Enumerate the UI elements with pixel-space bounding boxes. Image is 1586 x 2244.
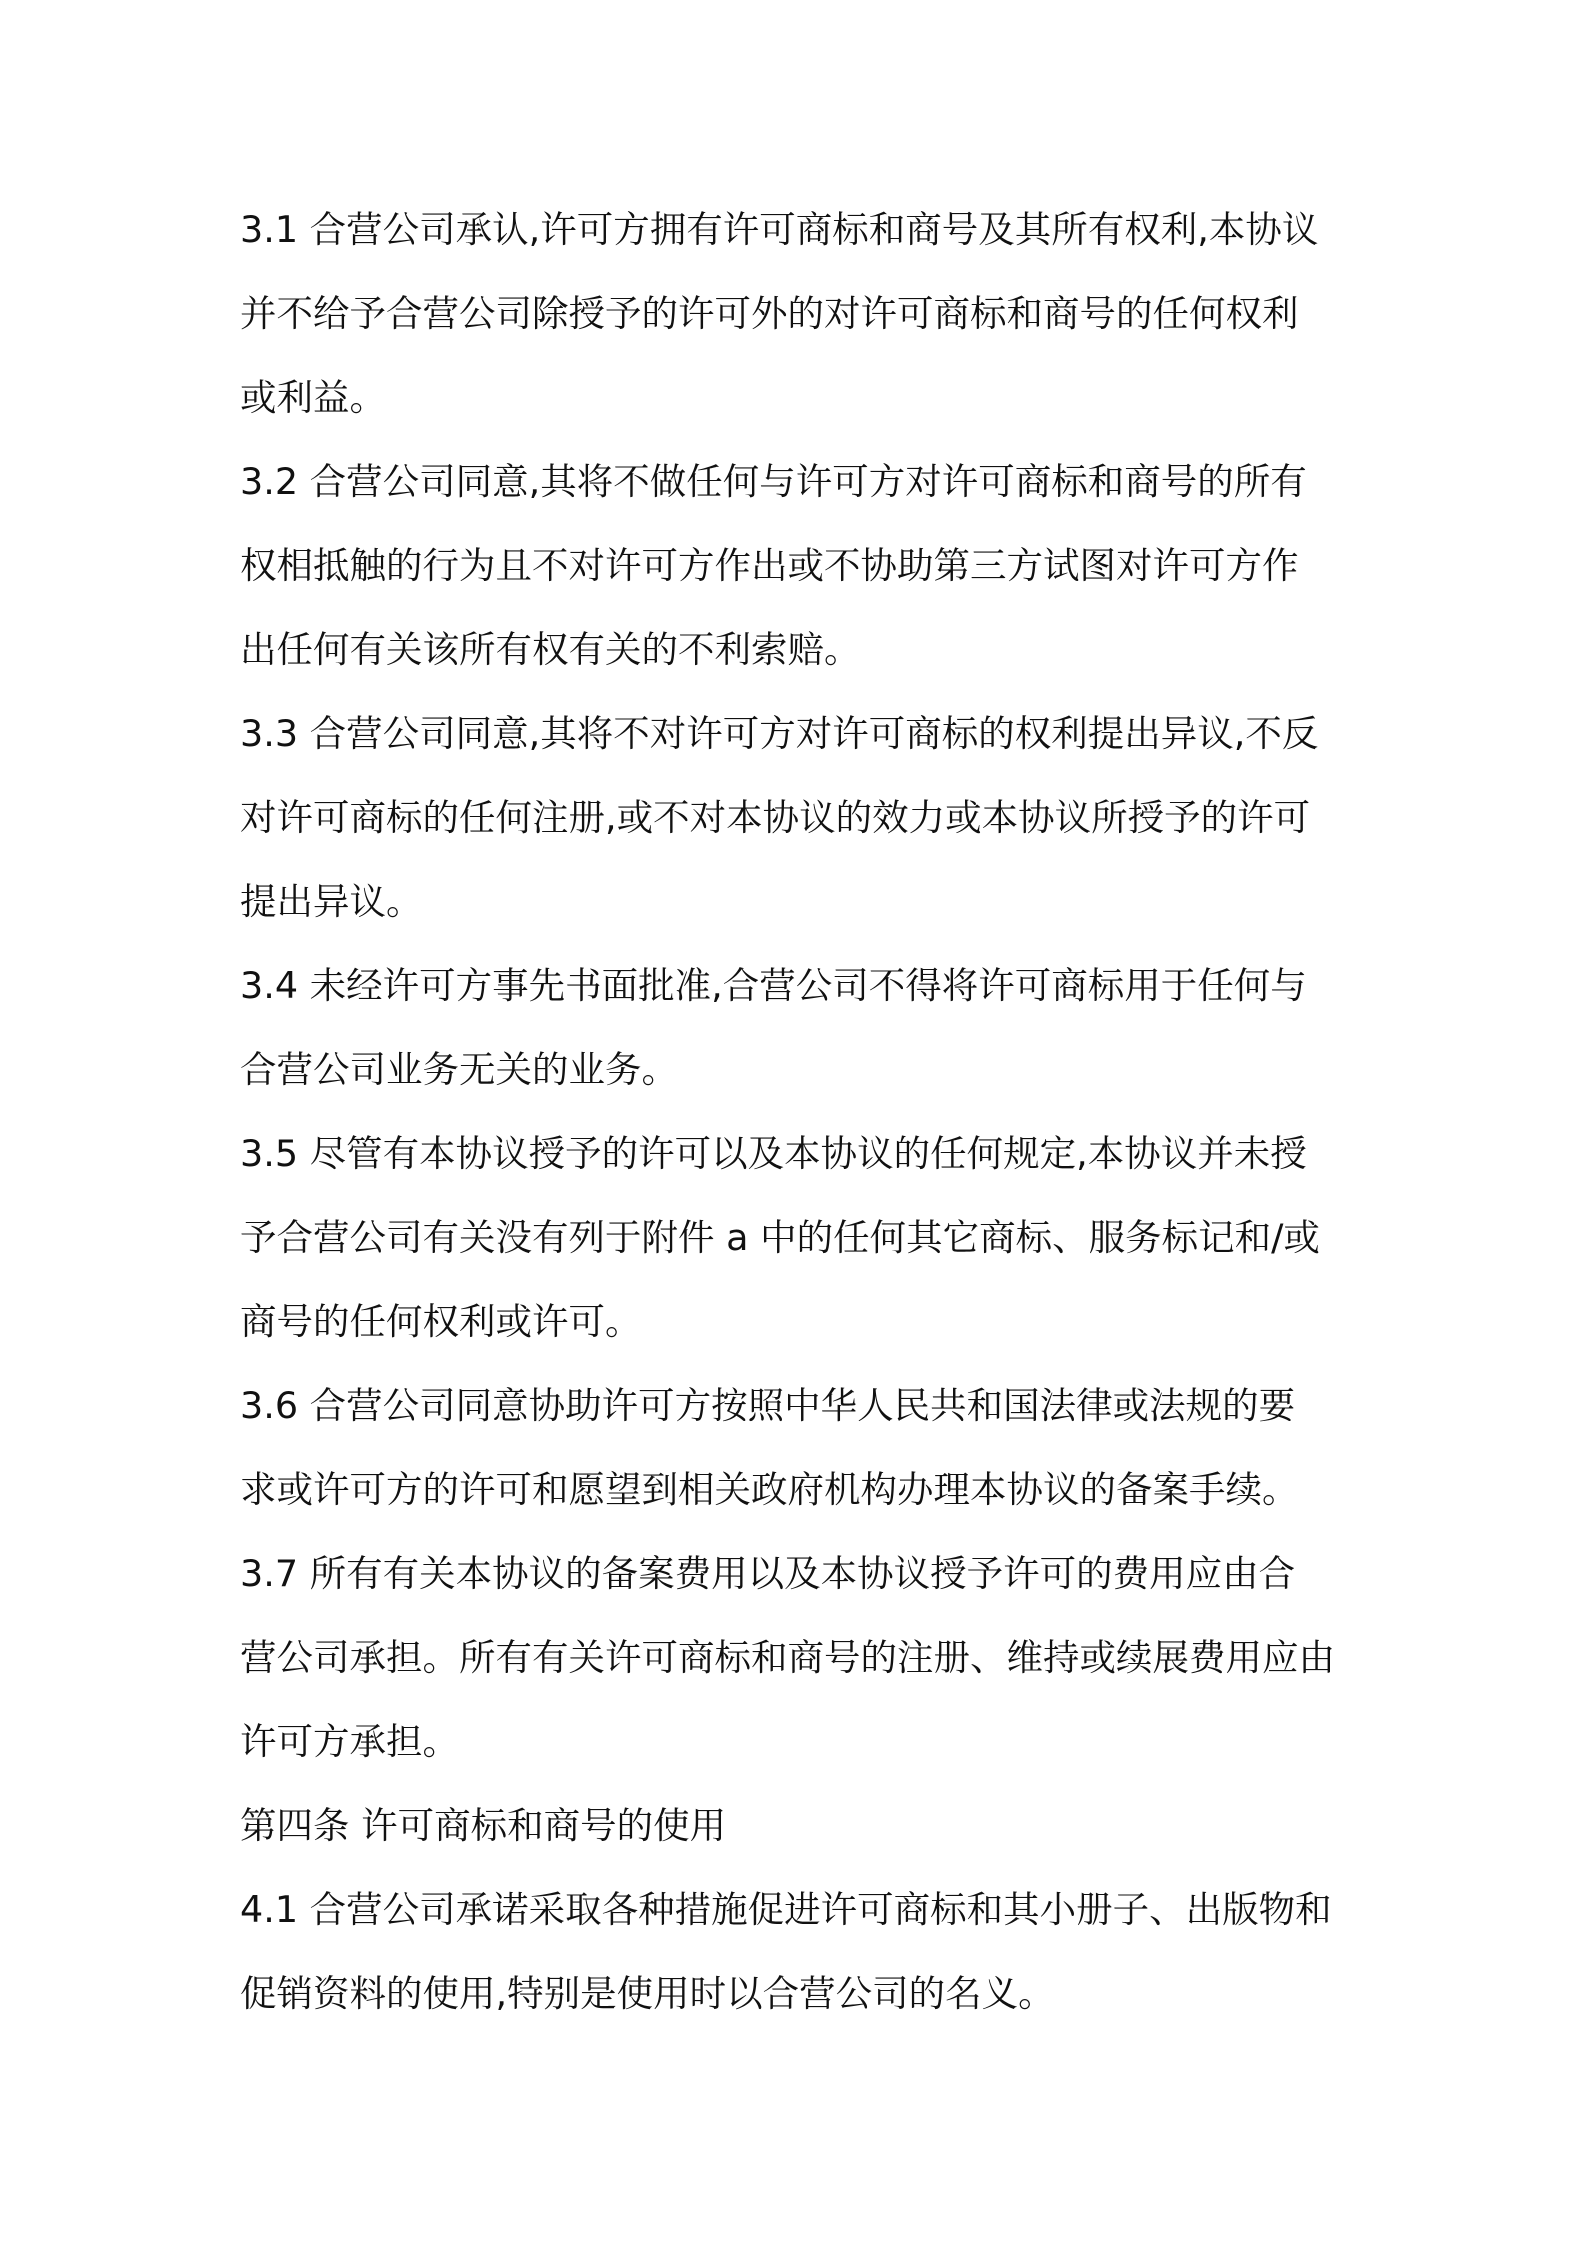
text-line: 3.6 合营公司同意协助许可方按照中华人民共和国法律或法规的要 — [240, 1384, 1296, 1427]
text-line: 3.4 未经许可方事先书面批准,合营公司不得将许可商标用于任何与 — [240, 964, 1307, 1007]
text-line: 并不给予合营公司除授予的许可外的对许可商标和商号的任何权利 — [240, 292, 1299, 335]
section-heading: 第四条 许可商标和商号的使用 — [240, 1804, 727, 1847]
text-line: 商号的任何权利或许可。 — [240, 1300, 642, 1343]
text-line: 出任何有关该所有权有关的不利索赔。 — [240, 628, 861, 671]
text-line: 许可方承担。 — [240, 1720, 459, 1763]
text-line: 提出异议。 — [240, 880, 423, 923]
text-line: 3.2 合营公司同意,其将不做任何与许可方对许可商标和商号的所有 — [240, 460, 1307, 503]
text-line: 求或许可方的许可和愿望到相关政府机构办理本协议的备案手续。 — [240, 1468, 1299, 1511]
text-line: 3.1 合营公司承认,许可方拥有许可商标和商号及其所有权利,本协议 — [240, 208, 1319, 251]
text-line: 合营公司业务无关的业务。 — [240, 1048, 678, 1091]
text-line: 3.5 尽管有本协议授予的许可以及本协议的任何规定,本协议并未授 — [240, 1132, 1307, 1175]
text-line: 予合营公司有关没有列于附件 a 中的任何其它商标、服务标记和/或 — [240, 1216, 1320, 1259]
text-line: 权相抵触的行为且不对许可方作出或不协助第三方试图对许可方作 — [240, 544, 1299, 587]
text-line: 对许可商标的任何注册,或不对本协议的效力或本协议所授予的许可 — [240, 796, 1311, 839]
text-line: 4.1 合营公司承诺采取各种措施促进许可商标和其小册子、出版物和 — [240, 1888, 1332, 1931]
document-body — [240, 188, 1360, 2036]
text-line: 或利益。 — [240, 376, 386, 419]
text-line: 3.7 所有有关本协议的备案费用以及本协议授予许可的费用应由合 — [240, 1552, 1296, 1595]
text-line: 促销资料的使用,特别是使用时以合营公司的名义。 — [240, 1972, 1055, 2015]
text-line: 3.3 合营公司同意,其将不对许可方对许可商标的权利提出异议,不反 — [240, 712, 1319, 755]
text-line: 营公司承担。所有有关许可商标和商号的注册、维持或续展费用应由 — [240, 1636, 1335, 1679]
